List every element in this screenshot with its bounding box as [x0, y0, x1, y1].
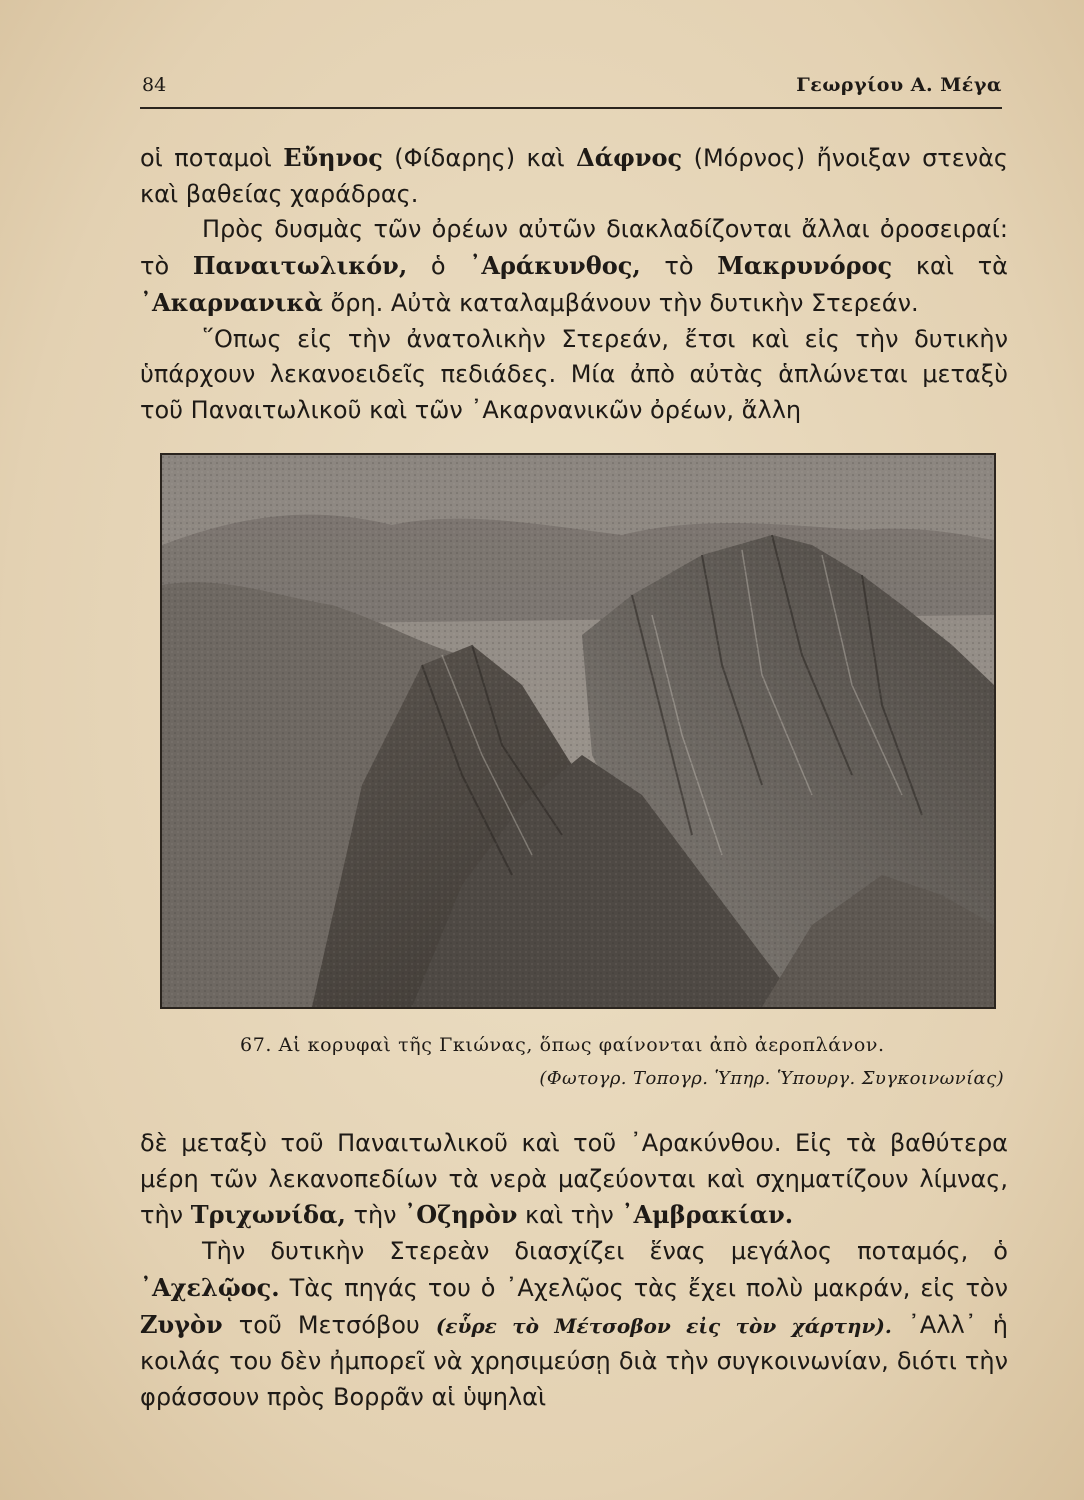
text-run: (Φίδαρης) καὶ: [382, 144, 577, 172]
text-run: ᾿Αλλ᾿ ἡ κοιλάς του δὲν ἠμπορεῖ νὰ χρησιμεύσῃ διὰ τὴν συγκοινωνίαν, διότι τὴν φράσσουν πρὸς Βορρᾶν αἱ ὑψηλαὶ: [140, 1310, 1008, 1411]
text-run: Πρὸς δυσμὰς τῶν ὀρέων αὐτῶν διακλαδίζονται ἄλλαι ὀροσειραί: τὸ: [140, 215, 1008, 281]
mountain-panaitolikon: Παναιτωλικόν,: [192, 251, 408, 281]
text-run: τοῦ Μετσόβου: [222, 1310, 436, 1339]
figure-photo: [160, 453, 996, 1009]
text-run: ὁ: [407, 252, 470, 281]
river-dafnos: Δάφνος: [576, 143, 683, 172]
text-run: ὄρη. Αὐτὰ καταλαμβάνουν τὴν δυτικὴν Στερεάν.: [322, 288, 919, 317]
figure-credit: (Φωτογρ. Τοπογρ. Ὑπηρ. Ὑπουργ. Συγκοινωνίας): [539, 1068, 1004, 1089]
mountain-photo-illustration: [162, 455, 994, 1007]
page-header: [140, 74, 1002, 104]
river-acheloos: ᾿Αχελῷος.: [140, 1272, 280, 1302]
text-run: Τὴν δυτικὴν Στερεὰν διασχίζει ἕνας μεγάλος ποταμός, ὁ: [202, 1237, 1008, 1266]
text-run: (Μόρνος) ἤνοιξαν στενὰς καὶ βαθείας χαράδρας.: [140, 144, 1009, 208]
text-block-bottom: [140, 1126, 1008, 1416]
mountain-zygos: Ζυγὸν: [140, 1309, 223, 1339]
mountain-akarnanika: ᾿Ακαρνανικὰ: [140, 287, 323, 317]
figure-caption: 67. Αἱ κορυφαὶ τῆς Γκιώνας, ὅπως φαίνονται ἀπὸ ἀεροπλάνον.: [240, 1034, 885, 1056]
lake-trichonida: Τριχωνίδα,: [190, 1200, 346, 1230]
text-run: Τὰς πηγάς του ὁ ᾿Αχελῷος τὰς ἔχει πολὺ μακράν, εἰς τὸν: [279, 1273, 1008, 1302]
text-run: καὶ τὴν: [517, 1201, 622, 1230]
text-block-top: [140, 140, 1008, 429]
mountain-arakynthos: ᾿Αράκυνθος,: [469, 251, 641, 281]
text-run: οἱ ποταμοὶ: [140, 144, 284, 172]
mountain-makrynoros: Μακρυνόρος: [717, 251, 893, 281]
river-evinos: Εὔηνος: [283, 143, 383, 172]
header-rule: [140, 107, 1002, 109]
running-head: Γεωργίου Α. Μέγα: [796, 74, 1002, 96]
text-run: τὴν: [345, 1201, 405, 1230]
gulf-ambrakia: ᾿Αμβρακίαν.: [621, 1200, 794, 1230]
paragraph-1: [140, 140, 1008, 212]
text-run: τὸ: [640, 252, 718, 281]
text-run: δὲ μεταξὺ τοῦ Παναιτωλικοῦ καὶ τοῦ ᾿Αρακύνθου. Εἰς τὰ βαθύτερα μέρη τῶν λεκανοπεδίων τὰ νερὰ μαζεύονται καὶ σχηματίζουν λίμνας, τὴν: [140, 1129, 1008, 1230]
lake-ozeros: ᾿Οζηρὸν: [404, 1200, 518, 1230]
paragraph-2: [140, 212, 1008, 321]
page-number: 84: [142, 74, 167, 96]
paragraph-5: [140, 1234, 1008, 1416]
paragraph-3: ῞Οπως εἰς τὴν ἀνατολικὴν Στερεάν, ἔτσι καὶ εἰς τὴν δυτικὴν ὑπάρχουν λεκανοειδεῖς πεδιάδες. Μία ἀπὸ αὐτὰς ἁπλώνεται μεταξὺ τοῦ Παναιτωλικοῦ καὶ τῶν ᾿Ακαρνανικῶν ὀρέων, ἄλλη: [140, 324, 1008, 424]
map-instruction: (εὗρε τὸ Μέτσοβον εἰς τὸν χάρτην).: [435, 1313, 892, 1338]
text-run: καὶ τὰ: [892, 252, 1008, 281]
paragraph-4: [140, 1126, 1008, 1234]
